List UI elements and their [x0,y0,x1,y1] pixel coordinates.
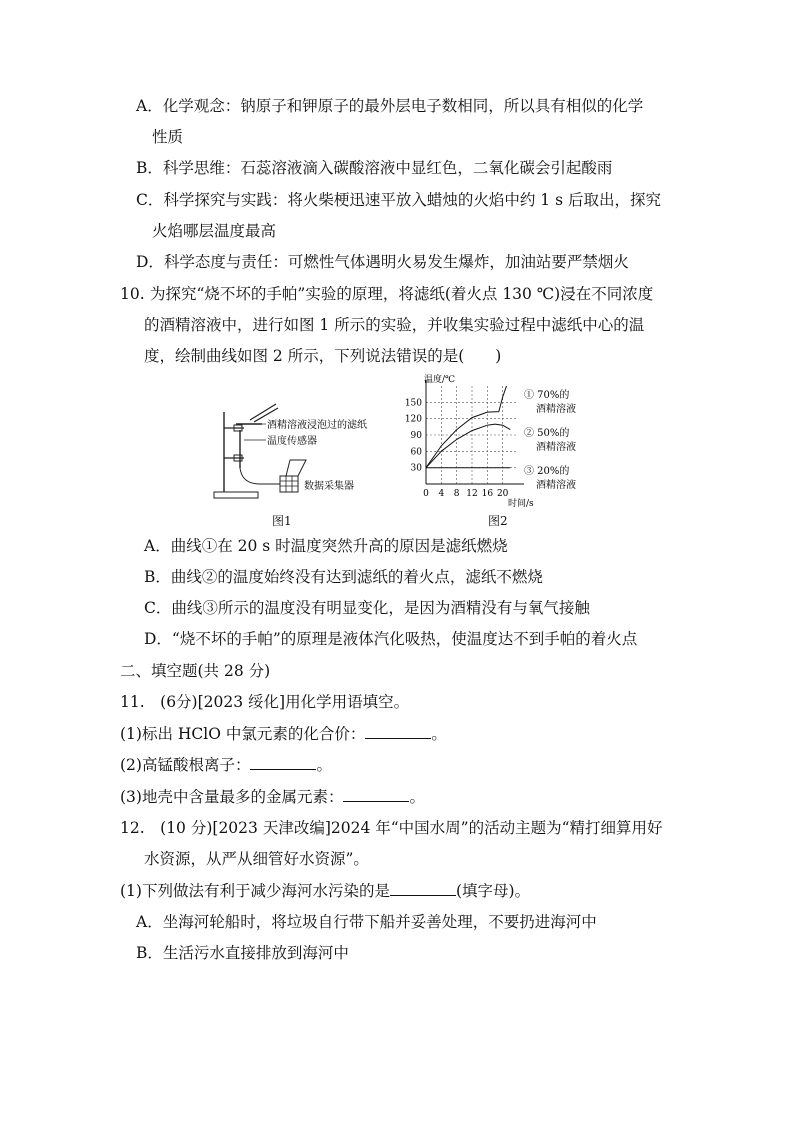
y-axis-label: 温度/℃ [424,375,456,385]
label-temperature-sensor: 温度传感器 [267,436,317,447]
q10-option-b: B．曲线②的温度始终没有达到滤纸的着火点，滤纸不燃烧 [144,568,543,586]
q12-part1-suffix: (填字母)。 [455,882,531,900]
legend-entry-2-line1: ② 50%的 [524,428,570,439]
q12-part1 [120,881,530,901]
q10-stem-line1: 为探究“烧不坏的手帕”实验的原理，将滤纸(着火点 130 ℃)浸在不同浓度 [150,285,654,303]
period: 。 [316,756,332,774]
q11-stem: 11. (6分)[2023 绥化]用化学用语填空。 [120,693,410,711]
q12-option-a: A．坐海河轮船时，将垃圾自行带下船并妥善处理，不要扔进海河中 [136,913,597,931]
q12-stem-line2: 水资源，从严从细管好水资源”。 [144,850,369,868]
q11-part3 [120,787,425,807]
data-collector-device [280,460,306,492]
series-line-2 [426,424,510,468]
stand-base [214,492,258,498]
q9-option-a-line2: 性质 [152,128,184,146]
figure-1-caption: 图1 [272,514,292,528]
label-filter-paper: 酒精溶液浸泡过的滤纸 [267,420,367,431]
label-data-collector: 数据采集器 [304,481,354,492]
q11-part2-text: (2)高锰酸根离子： [120,756,251,774]
figure-2-caption: 图2 [488,514,508,528]
q10-option-d: D．“烧不坏的手帕”的原理是液体汽化吸热，使温度达不到手帕的着火点 [144,630,638,648]
q11-part2 [120,755,332,775]
answer-blank [343,787,409,802]
q11-part1 [120,724,447,744]
q11-part1-text: (1)标出 HClO 中氯元素的化合价： [120,725,366,743]
q9-option-c-line2: 火焰哪层温度最高 [152,222,277,240]
y-tick-label: 120 [404,414,422,425]
period: 。 [431,725,447,743]
q12-part1-text: (1)下列做法有利于减少海河水污染的是 [120,882,390,900]
q9-option-a-line1: A．化学观念：钠原子和钾原子的最外层电子数相同，所以具有相似的化学 [136,97,644,115]
q9-option-d: D．科学态度与责任：可燃性气体遇明火易发生爆炸，加油站要严禁烟火 [136,253,629,271]
y-tick-label: 90 [410,431,422,441]
x-tick-label: 16 [481,489,494,499]
legend-entry-3-line1: ③ 20%的 [524,466,570,477]
figure-2-chart [398,372,612,514]
q12-stem-line1: 12. (10 分)[2023 天津改编]2024 年“中国水周”的活动主题为“精打细算用好 [120,819,663,837]
x-tick-label: 20 [496,489,509,499]
y-tick-label: 30 [410,463,422,474]
figure-1-apparatus [210,400,400,528]
x-tick-label: 12 [466,489,478,499]
answer-blank [390,881,456,896]
q9-option-b: B．科学思维：石蕊溶液滴入碳酸溶液中显红色，二氧化碳会引起酸雨 [136,159,613,177]
answer-blank [250,755,316,770]
q9-option-c-line1: C．科学探究与实践：将火柴梗迅速平放入蜡烛的火焰中约 1 s 后取出，探究 [136,191,661,209]
legend-entry-3-line2: 酒精溶液 [536,480,576,491]
answer-blank [365,724,431,739]
q11-part3-text: (3)地壳中含量最多的金属元素： [120,788,344,806]
y-tick-label: 150 [404,398,422,409]
y-tick-label: 60 [410,447,422,458]
x-tick-label: 8 [453,489,460,499]
x-axis-label: 时间/s [508,499,534,509]
legend-entry-1-line2: 酒精溶液 [536,404,576,415]
legend-entry-1-line1: ① 70%的 [524,390,570,401]
q10-option-a: A．曲线①在 20 s 时温度突然升高的原因是滤纸燃烧 [144,537,508,555]
section-title: 二、填空题(共 28 分) [120,662,271,680]
q10-stem-line3: 度，绘制曲线如图 2 所示，下列说法错误的是( ) [144,347,502,365]
q12-option-b: B．生活污水直接排放到海河中 [136,944,349,962]
q10-stem-line2: 的酒精溶液中，进行如图 1 所示的实验，并收集实验过程中滤纸中心的温 [144,316,645,334]
x-tick-label: 0 [423,489,429,499]
q10-option-c: C．曲线③所示的温度没有明显变化，是因为酒精没有与氧气接触 [144,599,590,617]
q10-number: 10. [120,285,145,303]
legend-entry-2-line2: 酒精溶液 [536,442,576,453]
period: 。 [409,788,425,806]
x-tick-label: 4 [438,489,445,499]
